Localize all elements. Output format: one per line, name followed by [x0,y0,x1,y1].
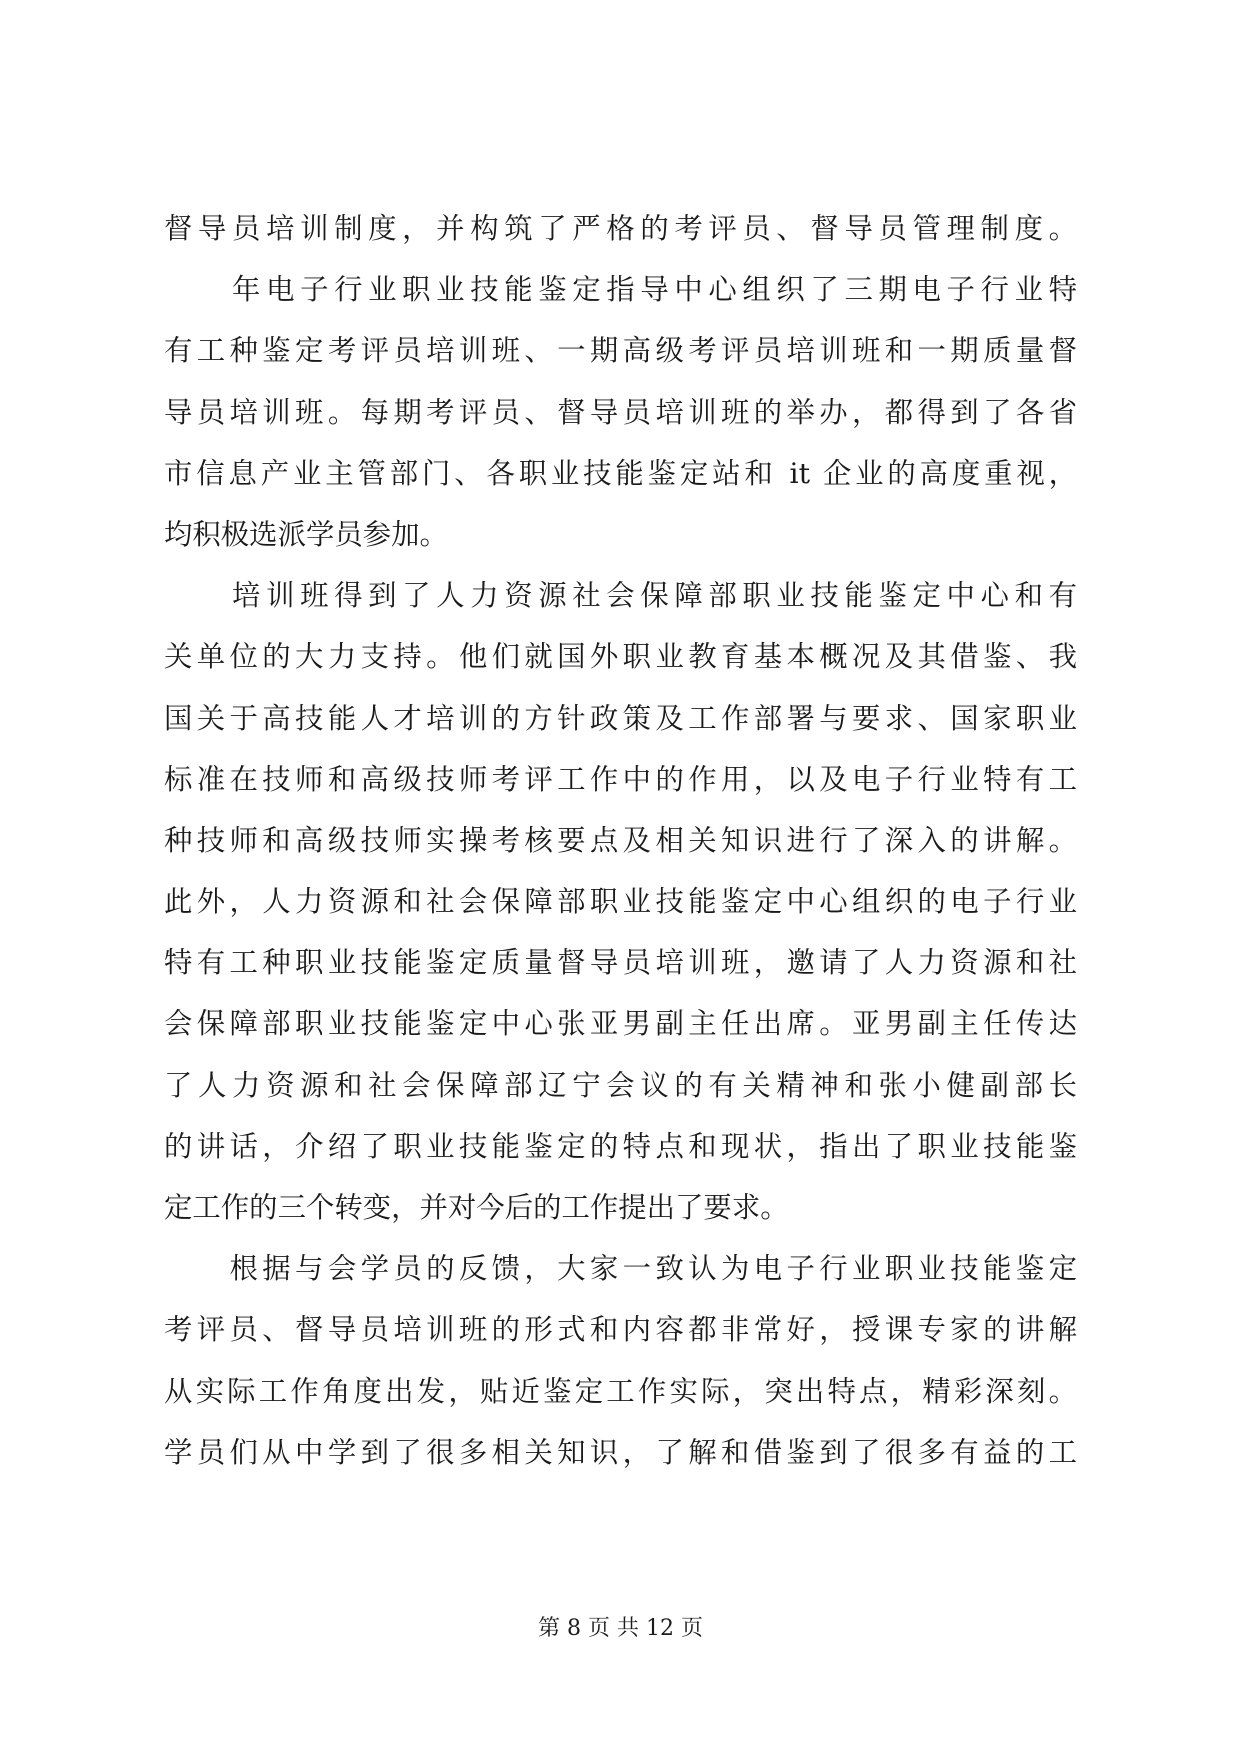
document-body [164,198,1077,1483]
text-line: 国关于高技能人才培训的方针政策及工作部署与要求、国家职业 [164,701,1077,735]
text-line: 年电子行业职业技能鉴定指导中心组织了三期电子行业特 [164,273,1077,307]
text-line: 此外，人力资源和社会保障部职业技能鉴定中心组织的电子行业 [164,885,1077,919]
text-line: 督导员培训制度，并构筑了严格的考评员、督导员管理制度。 [164,212,1077,245]
text-line: 定工作的三个转变，并对今后的工作提出了要求。 [164,1191,789,1224]
text-line: 均积极选派学员参加。 [164,517,448,551]
page-number-footer: 第 8 页 共 12 页 [538,1616,703,1641]
text-line: 标准在技师和高级技师考评工作中的作用，以及电子行业特有工 [164,762,1077,796]
text-line: 会保障部职业技能鉴定中心张亚男副主任出席。亚男副主任传达 [164,1007,1077,1041]
text-line: 了人力资源和社会保障部辽宁会议的有关精神和张小健副部长 [164,1068,1077,1102]
text-line: 特有工种职业技能鉴定质量督导员培训班，邀请了人力资源和社 [164,946,1077,980]
text-line: 导员培训班。每期考评员、督导员培训班的举办，都得到了各省 [164,395,1077,429]
text-line: 种技师和高级技师实操考核要点及相关知识进行了深入的讲解。 [164,823,1077,857]
text-line: 根据与会学员的反馈，大家一致认为电子行业职业技能鉴定 [164,1252,1077,1286]
text-line: 市信息产业主管部门、各职业技能鉴定站和 it 企业的高度重视， [164,456,1077,490]
text-line: 培训班得到了人力资源社会保障部职业技能鉴定中心和有 [164,579,1077,613]
text-line: 关单位的大力支持。他们就国外职业教育基本概况及其借鉴、我 [164,640,1077,674]
text-line: 学员们从中学到了很多相关知识，了解和借鉴到了很多有益的工 [164,1435,1077,1469]
text-line: 的讲话，介绍了职业技能鉴定的特点和现状，指出了职业技能鉴 [164,1129,1077,1163]
text-line: 从实际工作角度出发，贴近鉴定工作实际，突出特点，精彩深刻。 [164,1374,1077,1408]
text-line: 考评员、督导员培训班的形式和内容都非常好，授课专家的讲解 [164,1313,1077,1347]
text-line: 有工种鉴定考评员培训班、一期高级考评员培训班和一期质量督 [164,334,1077,368]
